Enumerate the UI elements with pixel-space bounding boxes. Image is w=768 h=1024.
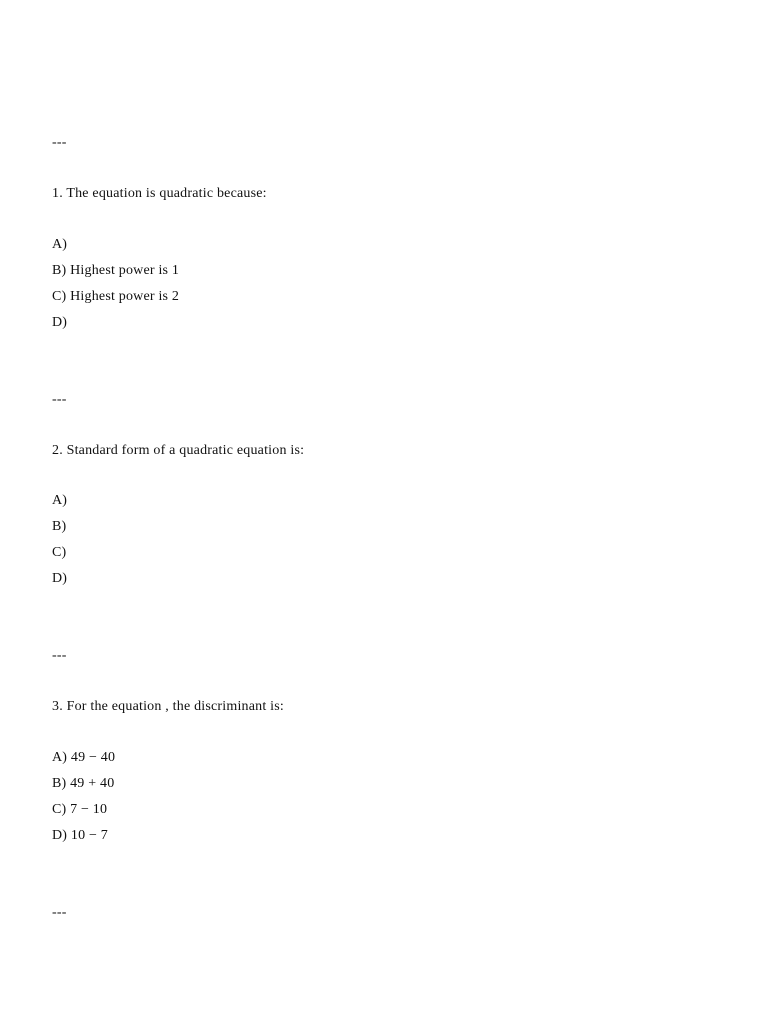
option-a: A) xyxy=(52,493,68,508)
separator: --- xyxy=(52,905,67,920)
question-number: 2. xyxy=(52,443,63,458)
option-b: B) Highest power is 1 xyxy=(52,263,180,278)
question-3 xyxy=(52,698,284,716)
question-number: 1. xyxy=(52,186,63,201)
question-text: For the equation , the discriminant is: xyxy=(66,699,284,714)
question-2 xyxy=(52,442,304,460)
question-text: Standard form of a quadratic equation is: xyxy=(66,443,305,458)
separator: --- xyxy=(52,648,67,663)
option-d: D) xyxy=(52,571,68,586)
question-text: The equation is quadratic because: xyxy=(66,186,267,201)
option-d: D) xyxy=(52,315,68,330)
option-b: B) 49 + 40 xyxy=(52,776,115,791)
question-number: 3. xyxy=(52,699,63,714)
separator: --- xyxy=(52,135,67,150)
option-a: A) xyxy=(52,237,68,252)
separator: --- xyxy=(52,392,67,407)
option-c: C) 7 − 10 xyxy=(52,802,108,817)
option-a: A) 49 − 40 xyxy=(52,750,116,765)
option-b: B) xyxy=(52,519,67,534)
option-c: C) Highest power is 2 xyxy=(52,289,180,304)
option-c: C) xyxy=(52,545,67,560)
option-d: D) 10 − 7 xyxy=(52,828,108,843)
question-1 xyxy=(52,185,267,203)
